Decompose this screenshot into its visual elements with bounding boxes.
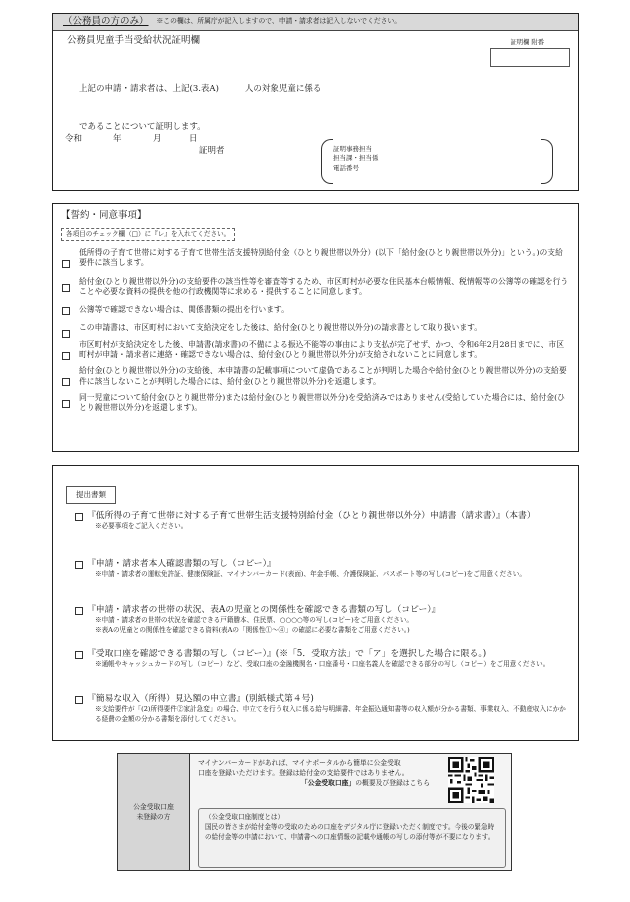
- document-item-note: ※申請・請求者の世帯の状況を確認できる戸籍謄本、住民票、○○○○等の写し(コピー)をご用意ください。: [95, 616, 414, 625]
- bracket-left: [321, 139, 333, 184]
- cert-statement-line2: であることについて証明します。: [79, 122, 206, 132]
- document-checkbox[interactable]: [75, 696, 83, 704]
- info-body: 国民の皆さまが給付金等の受取のための口座をデジタル庁に登録いただく制度です。今後の緊急時の給付金等の申請において、申請書への口座情報の記載や通帳の写しの添付等が不要になります。: [205, 823, 495, 842]
- document-item: [75, 693, 571, 724]
- cert-statement-line1: [79, 84, 321, 95]
- document-checkbox[interactable]: [75, 561, 83, 569]
- pledge-item-text: 給付金(ひとり親世帯以外分)の支給後、本申請書の記載事項について虚偽であることが判明した場合や給付金(ひとり親世帯以外分)の支給要件に該当しないことが判明した場合には、給付金(ひとり親世帯以外分)を返還します。: [79, 366, 567, 386]
- document-item-note: ※通帳やキャッシュカードの写し（コピー）など、受取口座の金融機関名・口座番号・口座名義人を確認できる部分の写し（コピー）をご用意ください。: [95, 660, 550, 669]
- cert-statement-part-b: 人の対象児童に係る: [244, 84, 322, 94]
- pledge-checkbox[interactable]: [62, 352, 70, 360]
- contact-line: 担当課・担当係: [333, 154, 379, 163]
- date-day: 日: [189, 134, 198, 144]
- pledge-title: 【誓約・同意事項】: [61, 210, 147, 221]
- cert-statement-part-a: 上記の申請・請求者は、上記(3.表A): [79, 84, 219, 94]
- document-item: [75, 510, 571, 532]
- pledge-checkbox[interactable]: [62, 260, 70, 268]
- cert-number-label: 証明欄 附番: [510, 39, 544, 46]
- pledge-section: [52, 203, 579, 452]
- official-section-title: 公務員児童手当受給状況証明欄: [67, 35, 201, 46]
- documents-title: 提出書類: [66, 486, 116, 504]
- pledge-checkbox[interactable]: [62, 330, 70, 338]
- pledge-instruction: 各項目のチェック欄（□）に『レ』を入れてください。: [61, 228, 235, 241]
- documents-section: [52, 465, 579, 741]
- document-checkbox[interactable]: [75, 651, 83, 659]
- pledge-item: [61, 366, 569, 387]
- document-item-note: ※支給要件が「(2)所得要件②家計急変」の場合、申立てを行う収入に係る給与明細書、年金振込通知書等の収入額が分かる書類、事業収入、不動産収入にかかる経費の金額の分かる書類を添付してください。: [95, 705, 566, 723]
- official-header-note: ※この欄は、所属庁が記入しますので、申請・請求者は記入しないでください。: [156, 17, 402, 26]
- official-section-header: [53, 14, 578, 31]
- pledge-checkbox[interactable]: [62, 378, 70, 386]
- pledge-item: [61, 323, 569, 333]
- contact-bracket: [321, 139, 553, 184]
- pledge-item-text: 同一児童について給付金(ひとり親世帯分)または給付金(ひとり親世帯以外分)を受給済みではありません(受給していた場合には、給付金(ひとり親世帯以外分)を返還します)。: [79, 392, 565, 413]
- pledge-item-text: 市区町村が支給決定をした後、申請書(請求書)の不備による振込不能等の事由により支払が完了せず、かつ、令和6年2月28日までに、市区町村が申請・請求者に連絡・確認できない場合は、給付金(ひとり親世帯以外分)が支給されないことに同意します。: [79, 339, 564, 359]
- official-use-section: [52, 13, 579, 191]
- pledge-checkbox[interactable]: [62, 307, 70, 315]
- pledge-list: [61, 248, 569, 413]
- intro-line: 口座を登録いただけます。登録は給付金の支給要件ではありません。: [198, 769, 409, 778]
- document-item: [75, 648, 571, 670]
- pledge-item-text: この申請書は、市区町村において支給決定をした後は、給付金(ひとり親世帯以外分)の請求書として取り扱います。: [79, 323, 483, 333]
- contact-line: 証明事務担当: [333, 145, 372, 153]
- document-item-title: 『受取口座を確認できる書類の写し（コピー）』(※「5．受取方法」で「ア」を選択した場合に限る。): [87, 649, 487, 659]
- document-item-title: 『低所得の子育て世帯に対する子育て世帯生活支援特別給付金（ひとり親世帯以外分）申請書（請求書）』（本書）: [87, 511, 536, 521]
- qr-code-icon[interactable]: [448, 757, 494, 803]
- pledge-item-text: 低所得の子育て世帯に対する子育て世帯生活支援特別給付金（ひとり親世帯以外分）(以下「給付金(ひとり親世帯以外分)」という。)の支給要件に該当します。: [79, 248, 563, 268]
- public-account-label: [118, 754, 190, 870]
- document-item: [75, 604, 571, 635]
- date-month: 月: [153, 134, 162, 144]
- cert-date: [65, 134, 198, 145]
- pledge-item: [61, 393, 569, 414]
- pledge-checkbox[interactable]: [62, 400, 70, 408]
- public-account-section: [117, 753, 512, 871]
- public-account-info-box: [198, 808, 506, 868]
- document-checkbox[interactable]: [75, 607, 83, 615]
- contact-line: 電話番号: [333, 163, 359, 172]
- document-item-note: ※表Aの児童との関係性を確認できる資料(表Aの「関係性①～④」の確認に必要な書類をご用意ください。): [95, 625, 410, 634]
- cert-number-field[interactable]: [490, 48, 570, 67]
- pledge-item: [61, 277, 569, 298]
- public-account-label-line: 未登録の方: [136, 813, 171, 821]
- pledge-item: [61, 305, 569, 315]
- date-era: 令和: [65, 134, 83, 144]
- bracket-right: [541, 139, 553, 184]
- pledge-item-text: 給付金(ひとり親世帯以外分)の支給要件の該当性等を審査等するため、市区町村が必要な住民基本台帳情報、税情報等の公簿等の確認を行うことや必要な資料の提供を他の行政機関等に求める・提供することに同意します。: [79, 276, 569, 296]
- document-item-title: 『簡易な収入（所得）見込額の申立書』(別紙様式第４号): [87, 694, 314, 704]
- document-item-note: ※申請・請求者の運転免許証、健康保険証、マイナンバーカード(表面)、年金手帳、介護保険証、パスポート等の写し(コピー)をご用意ください。: [95, 570, 526, 579]
- document-item: [75, 558, 571, 580]
- intro-link-label: 「公金受取口座」: [300, 779, 356, 788]
- official-header-label: （公務員の方のみ）: [63, 15, 149, 27]
- date-year: 年: [113, 134, 122, 144]
- document-item-note: ※必要事項をご記入ください。: [95, 522, 188, 531]
- pledge-item: [61, 248, 569, 269]
- public-account-intro: [198, 758, 434, 789]
- info-title: （公金受取口座制度とは）: [205, 813, 285, 821]
- pledge-item: [61, 340, 569, 361]
- certifier-label: 証明者: [199, 146, 225, 156]
- document-item-title: 『申請・請求者本人確認書類の写し（コピー）』: [87, 559, 276, 569]
- intro-link-rest: の概要及び登録はこちら: [355, 779, 430, 788]
- public-account-label-line: 公金受取口座: [133, 802, 174, 811]
- document-item-title: 『申請・請求者の世帯の状況、表Aの児童との関係性を確認できる書類の写し（コピー）』: [87, 605, 441, 615]
- intro-line: マイナンバーカードがあれば、マイナポータルから簡単に公金受取: [198, 759, 401, 767]
- pledge-item-text: 公簿等で確認できない場合は、関係書類の提出を行います。: [79, 305, 289, 315]
- document-checkbox[interactable]: [75, 513, 83, 521]
- pledge-checkbox[interactable]: [62, 284, 70, 292]
